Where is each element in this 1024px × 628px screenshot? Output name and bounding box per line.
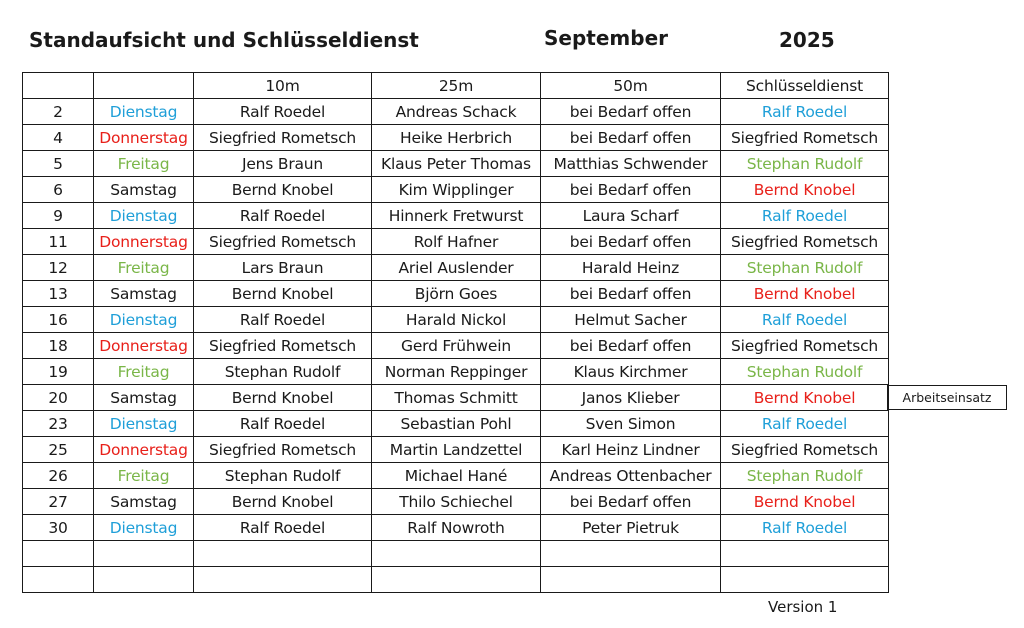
lane-10m-cell: Siegfried Rometsch (194, 229, 372, 255)
weekday-cell: Samstag (94, 489, 194, 515)
lane-10m-cell: Stephan Rudolf (194, 359, 372, 385)
date-cell: 11 (23, 229, 94, 255)
weekday-cell: Freitag (94, 151, 194, 177)
weekday-cell: Dienstag (94, 307, 194, 333)
date-cell: 18 (23, 333, 94, 359)
weekday-cell (94, 567, 194, 593)
lane-50m-cell (541, 567, 721, 593)
lane-10m-cell: Siegfried Rometsch (194, 437, 372, 463)
version-label: Version 1 (768, 598, 838, 616)
column-header-50m: 50m (541, 73, 721, 99)
date-cell: 4 (23, 125, 94, 151)
lane-25m-cell: Harald Nickol (372, 307, 541, 333)
lane-25m-cell: Thilo Schiechel (372, 489, 541, 515)
table-row (23, 125, 889, 151)
lane-50m-cell: bei Bedarf offen (541, 229, 721, 255)
key-duty-cell: Stephan Rudolf (721, 463, 889, 489)
date-cell: 23 (23, 411, 94, 437)
key-duty-cell: Stephan Rudolf (721, 255, 889, 281)
date-cell: 6 (23, 177, 94, 203)
lane-25m-cell: Hinnerk Fretwurst (372, 203, 541, 229)
lane-10m-cell: Ralf Roedel (194, 203, 372, 229)
date-cell: 19 (23, 359, 94, 385)
key-duty-cell: Bernd Knobel (721, 385, 889, 411)
weekday-cell: Dienstag (94, 515, 194, 541)
lane-25m-cell: Kim Wipplinger (372, 177, 541, 203)
lane-10m-cell: Jens Braun (194, 151, 372, 177)
lane-10m-cell: Ralf Roedel (194, 307, 372, 333)
key-duty-cell: Siegfried Rometsch (721, 229, 889, 255)
weekday-cell: Donnerstag (94, 333, 194, 359)
lane-25m-cell (372, 567, 541, 593)
weekday-cell: Samstag (94, 177, 194, 203)
lane-50m-cell: Harald Heinz (541, 255, 721, 281)
lane-50m-cell: bei Bedarf offen (541, 281, 721, 307)
lane-10m-cell (194, 567, 372, 593)
lane-25m-cell: Rolf Hafner (372, 229, 541, 255)
date-cell: 30 (23, 515, 94, 541)
lane-50m-cell: Helmut Sacher (541, 307, 721, 333)
lane-50m-cell (541, 541, 721, 567)
key-duty-cell: Ralf Roedel (721, 99, 889, 125)
year-label: 2025 (779, 28, 835, 52)
lane-10m-cell: Siegfried Rometsch (194, 333, 372, 359)
lane-50m-cell: Sven Simon (541, 411, 721, 437)
table-row (23, 229, 889, 255)
date-cell: 2 (23, 99, 94, 125)
date-cell: 13 (23, 281, 94, 307)
month-label: September (544, 26, 668, 50)
key-duty-cell: Ralf Roedel (721, 203, 889, 229)
lane-25m-cell: Norman Reppinger (372, 359, 541, 385)
arbeitseinsatz-note: Arbeitseinsatz (887, 385, 1007, 410)
date-cell: 16 (23, 307, 94, 333)
lane-10m-cell: Ralf Roedel (194, 515, 372, 541)
table-row (23, 99, 889, 125)
key-duty-cell: Stephan Rudolf (721, 151, 889, 177)
header-row (23, 73, 889, 99)
weekday-cell: Freitag (94, 255, 194, 281)
lane-50m-cell: Andreas Ottenbacher (541, 463, 721, 489)
weekday-cell: Dienstag (94, 411, 194, 437)
date-cell: 20 (23, 385, 94, 411)
table-row (23, 385, 889, 411)
lane-25m-cell: Andreas Schack (372, 99, 541, 125)
lane-25m-cell: Klaus Peter Thomas (372, 151, 541, 177)
key-duty-cell (721, 567, 889, 593)
lane-25m-cell: Heike Herbrich (372, 125, 541, 151)
lane-10m-cell: Bernd Knobel (194, 281, 372, 307)
lane-10m-cell: Siegfried Rometsch (194, 125, 372, 151)
table-row (23, 307, 889, 333)
table-row (23, 359, 889, 385)
lane-50m-cell: bei Bedarf offen (541, 333, 721, 359)
lane-10m-cell: Bernd Knobel (194, 385, 372, 411)
key-duty-cell (721, 541, 889, 567)
lane-10m-cell (194, 541, 372, 567)
weekday-cell: Dienstag (94, 99, 194, 125)
date-cell: 26 (23, 463, 94, 489)
date-cell: 27 (23, 489, 94, 515)
lane-50m-cell: Karl Heinz Lindner (541, 437, 721, 463)
table-row (23, 411, 889, 437)
lane-25m-cell: Thomas Schmitt (372, 385, 541, 411)
column-header-schluesseldienst: Schlüsseldienst (721, 73, 889, 99)
column-header-day (94, 73, 194, 99)
lane-50m-cell: Laura Scharf (541, 203, 721, 229)
weekday-cell: Dienstag (94, 203, 194, 229)
lane-50m-cell: bei Bedarf offen (541, 177, 721, 203)
table-row (23, 333, 889, 359)
key-duty-cell: Bernd Knobel (721, 177, 889, 203)
lane-50m-cell: Janos Klieber (541, 385, 721, 411)
lane-10m-cell: Lars Braun (194, 255, 372, 281)
key-duty-cell: Siegfried Rometsch (721, 125, 889, 151)
key-duty-cell: Stephan Rudolf (721, 359, 889, 385)
table-row (23, 437, 889, 463)
date-cell: 9 (23, 203, 94, 229)
date-cell: 25 (23, 437, 94, 463)
date-cell: 12 (23, 255, 94, 281)
table-row (23, 203, 889, 229)
key-duty-cell: Ralf Roedel (721, 411, 889, 437)
weekday-cell: Freitag (94, 359, 194, 385)
key-duty-cell: Bernd Knobel (721, 281, 889, 307)
lane-10m-cell: Ralf Roedel (194, 99, 372, 125)
weekday-cell: Donnerstag (94, 229, 194, 255)
lane-25m-cell: Sebastian Pohl (372, 411, 541, 437)
lane-50m-cell: Klaus Kirchmer (541, 359, 721, 385)
weekday-cell: Donnerstag (94, 437, 194, 463)
weekday-cell: Samstag (94, 281, 194, 307)
table-row (23, 177, 889, 203)
lane-10m-cell: Bernd Knobel (194, 489, 372, 515)
table-row (23, 541, 889, 567)
schedule-table (22, 72, 889, 593)
key-duty-cell: Ralf Roedel (721, 515, 889, 541)
key-duty-cell: Siegfried Rometsch (721, 437, 889, 463)
lane-10m-cell: Ralf Roedel (194, 411, 372, 437)
column-header-10m: 10m (194, 73, 372, 99)
weekday-cell: Donnerstag (94, 125, 194, 151)
lane-50m-cell: Peter Pietruk (541, 515, 721, 541)
lane-50m-cell: bei Bedarf offen (541, 125, 721, 151)
table-row (23, 255, 889, 281)
table-row (23, 515, 889, 541)
lane-10m-cell: Stephan Rudolf (194, 463, 372, 489)
lane-50m-cell: Matthias Schwender (541, 151, 721, 177)
lane-25m-cell: Björn Goes (372, 281, 541, 307)
weekday-cell: Samstag (94, 385, 194, 411)
lane-50m-cell: bei Bedarf offen (541, 489, 721, 515)
lane-25m-cell: Ariel Auslender (372, 255, 541, 281)
table-row (23, 151, 889, 177)
date-cell: 5 (23, 151, 94, 177)
page-title: Standaufsicht und Schlüsseldienst (29, 28, 419, 52)
lane-10m-cell: Bernd Knobel (194, 177, 372, 203)
date-cell (23, 567, 94, 593)
lane-25m-cell: Ralf Nowroth (372, 515, 541, 541)
column-header-date (23, 73, 94, 99)
lane-50m-cell: bei Bedarf offen (541, 99, 721, 125)
lane-25m-cell: Michael Hané (372, 463, 541, 489)
lane-25m-cell: Gerd Frühwein (372, 333, 541, 359)
column-header-25m: 25m (372, 73, 541, 99)
lane-25m-cell (372, 541, 541, 567)
key-duty-cell: Siegfried Rometsch (721, 333, 889, 359)
weekday-cell (94, 541, 194, 567)
lane-25m-cell: Martin Landzettel (372, 437, 541, 463)
table-row (23, 463, 889, 489)
table-row (23, 567, 889, 593)
weekday-cell: Freitag (94, 463, 194, 489)
table-row (23, 281, 889, 307)
table-row (23, 489, 889, 515)
key-duty-cell: Ralf Roedel (721, 307, 889, 333)
date-cell (23, 541, 94, 567)
key-duty-cell: Bernd Knobel (721, 489, 889, 515)
